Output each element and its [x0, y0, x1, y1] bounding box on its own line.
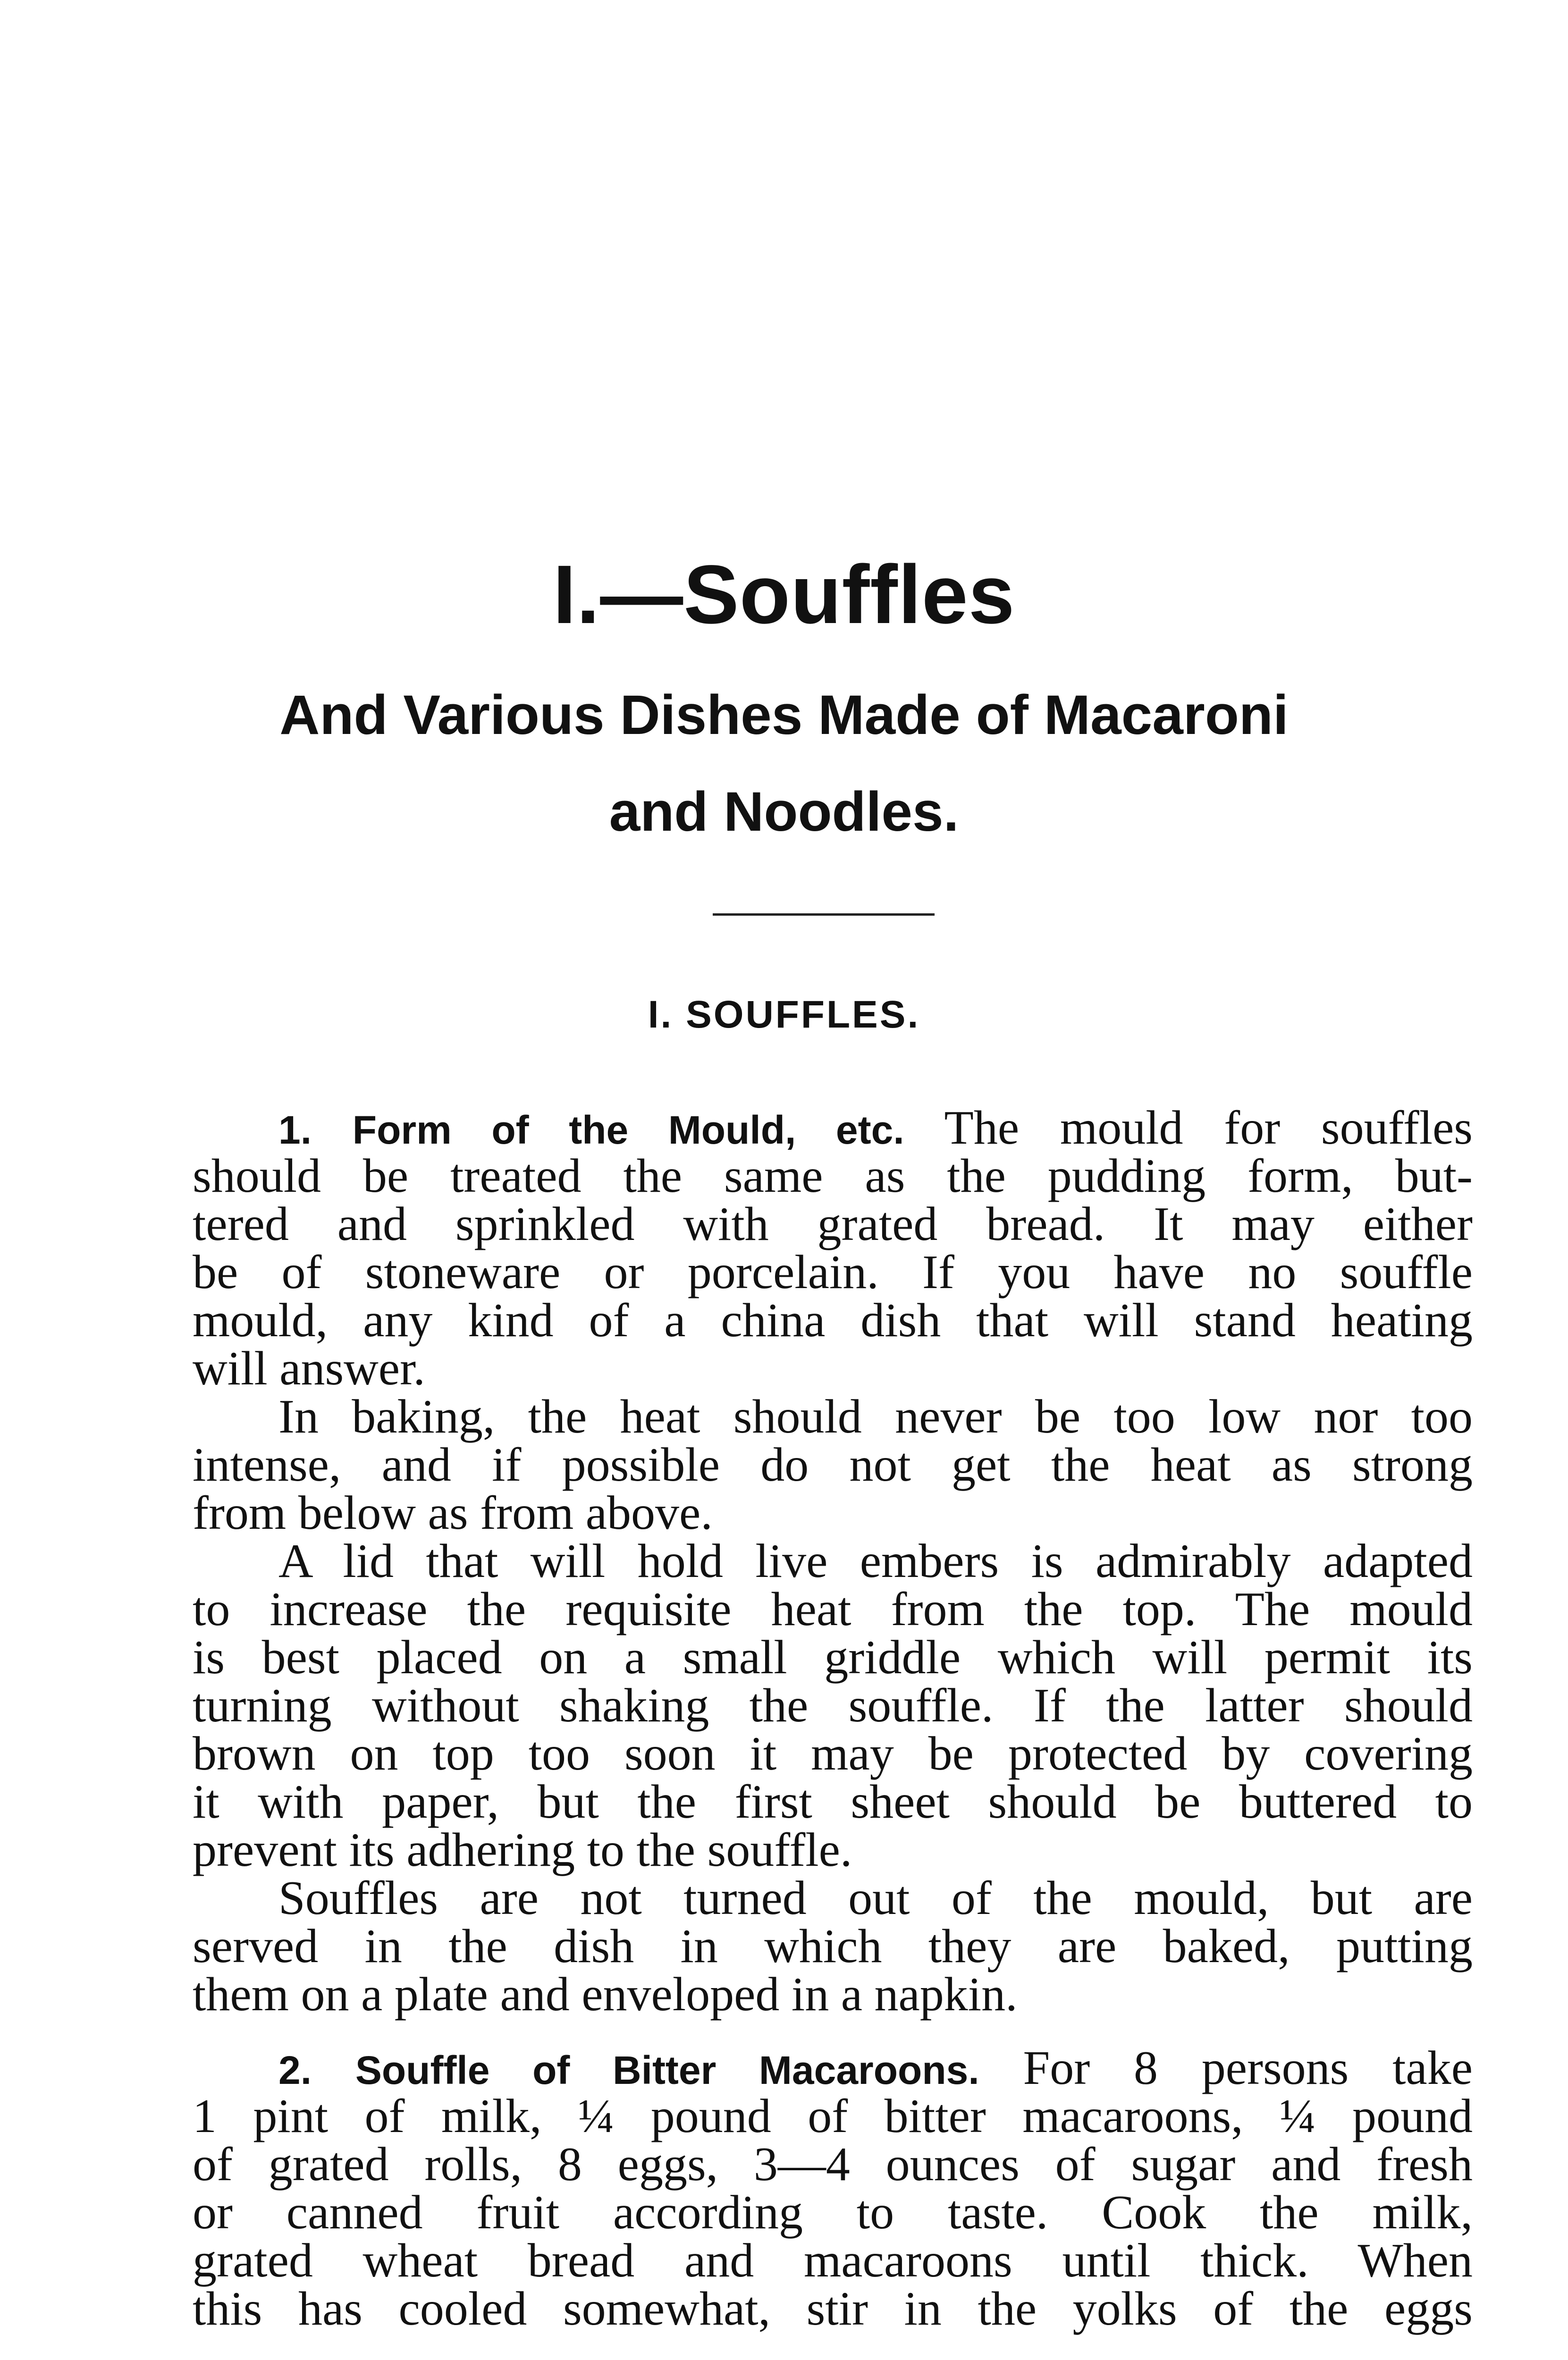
recipe-2-text-0: For 8 persons take: [1023, 2041, 1473, 2095]
recipe-1-text-0: The mould for souffles: [944, 1101, 1473, 1155]
recipe-2-text-line: 1 pint of milk, ¼ pound of bitter macaroons, ¼ pound: [193, 2090, 1473, 2143]
recipe-2-first-line: [278, 2041, 1473, 2095]
recipe-1-text-line: served in the dish in which they are baked, putting: [193, 1920, 1473, 1973]
section-heading: I. SOUFFLES.: [648, 993, 920, 1036]
recipe-1-text-line: prevent its adhering to the souffle.: [193, 1823, 852, 1877]
recipe-2-text-line: grated wheat bread and macaroons until thick. When: [193, 2234, 1473, 2287]
chapter-title: I.—Souffles: [553, 548, 1015, 641]
recipe-1-text-line: turning without shaking the souffle. If the latter should: [193, 1679, 1473, 1732]
recipe-1-text-line: Souffles are not turned out of the mould, but are: [278, 1871, 1473, 1925]
recipe-1-text-line: In baking, the heat should never be too low nor too: [278, 1390, 1473, 1443]
chapter-subtitle-line-1: And Various Dishes Made of Macaroni: [279, 684, 1289, 746]
recipe-2-number: 2.: [278, 2048, 312, 2092]
recipe-1-text-line: tered and sprinkled with grated bread. It may either: [193, 1197, 1473, 1251]
divider-rule: [713, 913, 935, 916]
recipe-1-text-line: be of stoneware or porcelain. If you have no souffle: [193, 1246, 1473, 1299]
recipe-1-text-line: from below as from above.: [193, 1486, 713, 1540]
recipe-1-text-line: to increase the requisite heat from the top. The mould: [193, 1583, 1473, 1636]
chapter-subtitle-line-2: and Noodles.: [609, 781, 959, 843]
recipe-2-text-line: of grated rolls, 8 eggs, 3—4 ounces of sugar and fresh: [193, 2138, 1473, 2191]
recipe-1-text-line: mould, any kind of a china dish that will stand heating: [193, 1294, 1473, 1347]
recipe-1-text-line: brown on top too soon it may be protected by covering: [193, 1727, 1473, 1780]
recipe-1-text-line: A lid that will hold live embers is admirably adapted: [278, 1534, 1473, 1588]
recipe-2-title: Souffle of Bitter Macaroons.: [355, 2048, 979, 2092]
recipe-1-text-line: them on a plate and enveloped in a napkin.: [193, 1968, 1018, 2021]
recipe-1-text-line: it with paper, but the first sheet should be buttered to: [193, 1775, 1473, 1829]
recipe-1-text-line: will answer.: [193, 1342, 425, 1395]
recipe-1-text-line: should be treated the same as the pudding form, but-: [193, 1149, 1473, 1203]
recipe-1-title: Form of the Mould, etc.: [352, 1108, 904, 1152]
recipe-1-text-line: is best placed on a small griddle which will permit its: [193, 1631, 1473, 1684]
recipe-2-text-line: or canned fruit according to taste. Cook the milk,: [193, 2186, 1473, 2239]
recipe-1-number: 1.: [278, 1108, 312, 1152]
recipe-1-first-line: [278, 1101, 1473, 1155]
recipe-1-text-line: intense, and if possible do not get the heat as strong: [193, 1438, 1473, 1492]
recipe-2-text-line: this has cooled somewhat, stir in the yolks of the eggs: [193, 2282, 1473, 2335]
